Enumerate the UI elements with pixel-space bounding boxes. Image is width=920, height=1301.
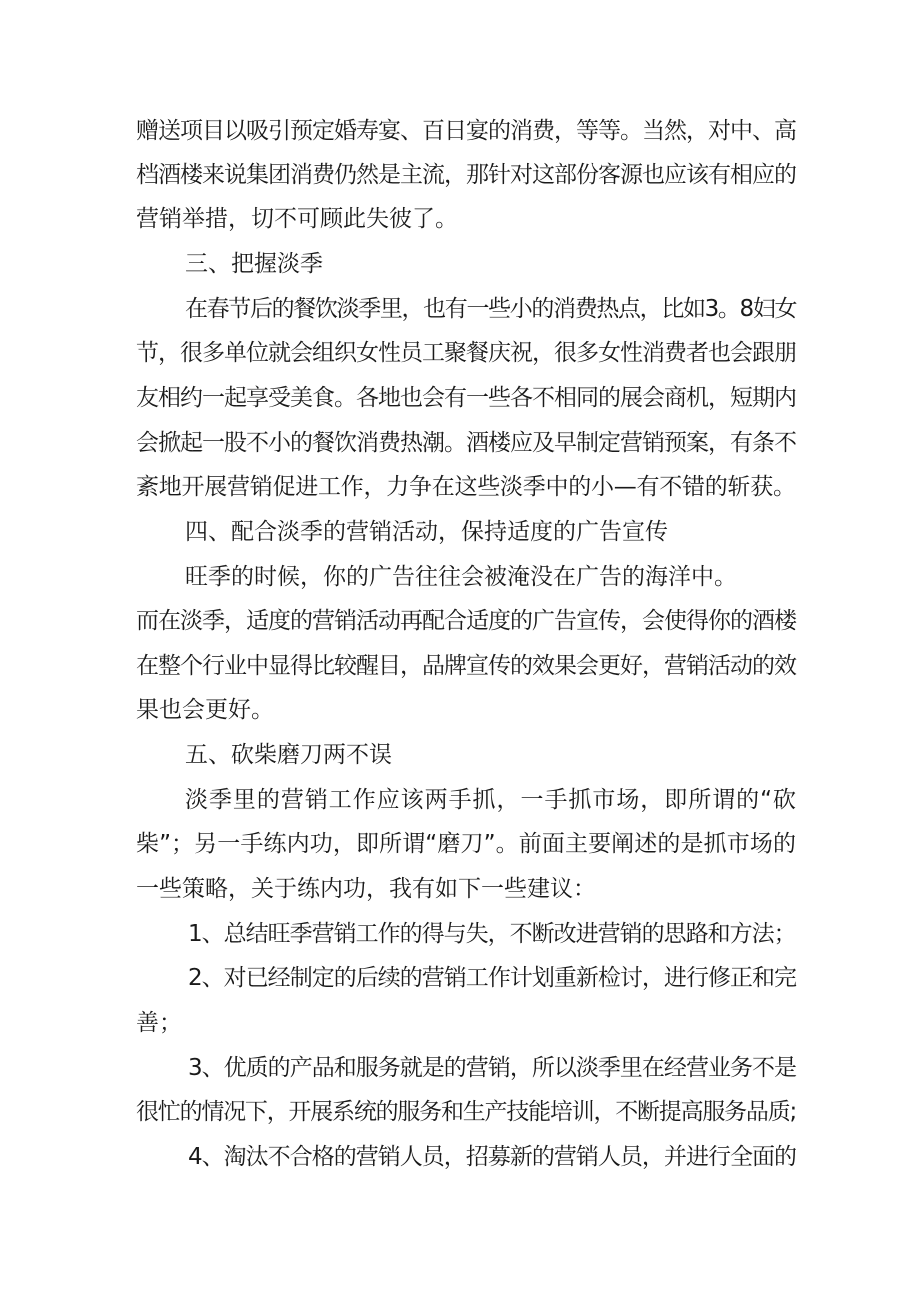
paragraph-line: 一些策略，关于练内功，我有如下一些建议： bbox=[136, 876, 596, 902]
section-heading: 三、把握淡季 bbox=[185, 251, 323, 277]
paragraph-line: 果也会更好。 bbox=[136, 697, 274, 723]
list-item: 3、优质的产品和服务就是的营销，所以淡季里在经营业务不是 bbox=[188, 1055, 796, 1081]
list-item: 1、总结旺季营销工作的得与失，不断改进营销的思路和方法； bbox=[188, 921, 796, 947]
paragraph-line: 旺季的时候，你的广告往往会被淹没在广告的海洋中。 bbox=[185, 564, 737, 590]
paragraph-line: 赠送项目以吸引预定婚寿宴、百日宴的消费，等等。当然，对中、高 bbox=[136, 118, 796, 144]
list-item-continuation: 很忙的情况下，开展系统的服务和生产技能培训，不断提高服务品质; bbox=[136, 1099, 796, 1125]
paragraph-line: 营销举措，切不可顾此失彼了。 bbox=[136, 206, 458, 232]
paragraph-line: 档酒楼来说集团消费仍然是主流，那针对这部份客源也应该有相应的 bbox=[136, 162, 796, 188]
paragraph-line: 在整个行业中显得比较醒目，品牌宣传的效果会更好，营销活动的效 bbox=[136, 653, 796, 679]
paragraph-line: 会掀起一股不小的餐饮消费热潮。酒楼应及早制定营销预案，有条不 bbox=[136, 430, 796, 456]
list-item: 2、对已经制定的后续的营销工作计划重新检讨，进行修正和完 bbox=[188, 965, 796, 991]
list-item: 4、淘汰不合格的营销人员，招募新的营销人员，并进行全面的 bbox=[188, 1144, 796, 1170]
paragraph-line: 柴”；另一手练内功，即所谓“磨刀”。前面主要阐述的是抓市场的 bbox=[136, 831, 796, 857]
paragraph-line: 紊地开展营销促进工作，力争在这些淡季中的小—有不错的斩获。 bbox=[136, 474, 796, 500]
paragraph-line: 而在淡季，适度的营销活动再配合适度的广告宣传，会使得你的酒楼 bbox=[136, 608, 796, 634]
paragraph-line: 在春节后的餐饮淡季里，也有一些小的消费热点，比如3。8妇女 bbox=[185, 296, 796, 322]
section-heading: 四、配合淡季的营销活动，保持适度的广告宣传 bbox=[185, 519, 668, 545]
paragraph-line: 节，很多单位就会组织女性员工聚餐庆祝，很多女性消费者也会跟朋 bbox=[136, 340, 796, 366]
section-heading: 五、砍柴磨刀两不误 bbox=[185, 742, 392, 768]
paragraph-line: 友相约一起享受美食。各地也会有一些各不相同的展会商机，短期内 bbox=[136, 385, 796, 411]
list-item-continuation: 善； bbox=[136, 1010, 182, 1036]
paragraph-line: 淡季里的营销工作应该两手抓，一手抓市场，即所谓的“砍 bbox=[185, 787, 796, 813]
